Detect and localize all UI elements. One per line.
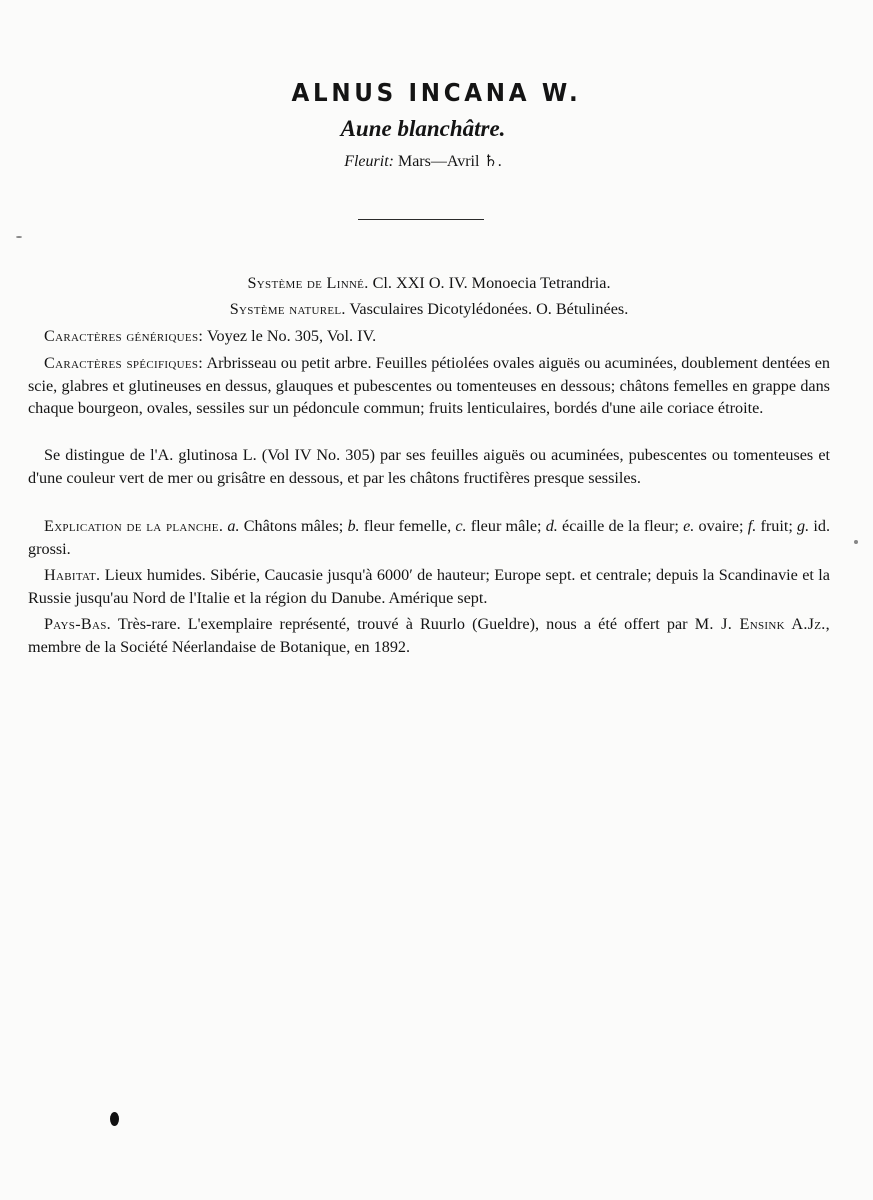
habitat-text: Lieux humides. Sibérie, Caucasie jusqu'à 6000′ de hauteur; Europe sept. et centrale; depuis la Scandinavie et la Russie jusqu'au Nord de l'Italie et la région du Danube. Amérique sept. [28,566,830,607]
habitat-paragraph [28,564,830,609]
explication-label: Explication de la planche. [44,517,224,535]
specifiques-text: Arbrisseau ou petit arbre. Feuilles pétiolées ovales aiguës ou acuminées, doublement dentées en scie, glabres et glutineuses en dessus, glauques et pubescentes ou tomenteuses en dessous; châtons femelles en grappe dans chaque bourgeon, ovales, sessiles sur un pédoncule commun; fruits lenticulaires, bordés d'une aile coriace étroite. [28,354,831,417]
ensink-label: M. J. Ensink A.Jz., [694,615,830,633]
explication-c: c. [455,517,467,535]
habitat-label: Habitat. [44,566,101,584]
naturel-label: Système naturel. [229,300,346,318]
explication-d-text: écaille de la fleur; [562,517,679,535]
explication-b-text: fleur femelle, [363,517,452,535]
explication-f: f. [747,517,757,535]
generiques-text: Voyez le No. 305, Vol. IV. [206,327,377,345]
ensink-text: membre de la Société Néerlandaise de Botanique, en 1892. [28,637,411,656]
explication-e-text: ovaire; [698,517,744,535]
generiques-line [28,325,830,348]
specifiques-paragraph [28,352,830,420]
explication-e: e. [683,517,695,535]
flowering-label: Fleurit: [344,153,394,170]
explication-g-text: id. grossi. [28,517,831,558]
explication-g: g. [797,517,810,535]
explication-c-text: fleur mâle; [470,517,542,535]
page-title: ALNUS INCANA W. [291,78,582,107]
distingue-text: Se distingue de l'A. glutinosa L. (Vol IV No. 305) par ses feuilles aiguës ou acuminées, pubescentes ou tomenteuses et d'une couleur vert de mer ou grisâtre en dessous, et par les châtons fructifères presque sessiles. [28,446,830,487]
naturel-line [28,298,830,321]
paysbas-label: Pays-Bas. [44,615,111,633]
generiques-label: Caractères génériques: [44,327,204,345]
naturel-text: Vasculaires Dicotylédonées. O. Bétulinées. [349,300,629,318]
explication-a: a. [227,517,240,535]
explication-paragraph [28,515,830,560]
flowering-value: Mars—Avril ♄. [397,153,502,170]
ink-speck [854,540,858,544]
distingue-paragraph [28,444,830,489]
linne-text: Cl. XXI O. IV. Monoecia Tetrandria. [372,274,611,292]
title-divider [358,219,484,220]
paysbas-paragraph [28,613,830,658]
ink-speck [16,236,22,238]
linne-label: Système de Linné. [247,274,369,292]
explication-f-text: fruit; [760,517,793,535]
flowering-period [0,151,846,171]
ink-speck [110,1112,119,1126]
specifiques-label: Caractères spécifiques: [44,354,204,372]
explication-a-text: Châtons mâles; [243,517,344,535]
paysbas-text: Très-rare. L'exemplaire représenté, trouvé à Ruurlo (Gueldre), nous a été offert par [117,615,688,633]
explication-b: b. [347,517,360,535]
explication-d: d. [545,517,558,535]
linne-line [28,272,830,295]
common-name: Aune blanchâtre. [340,116,506,141]
